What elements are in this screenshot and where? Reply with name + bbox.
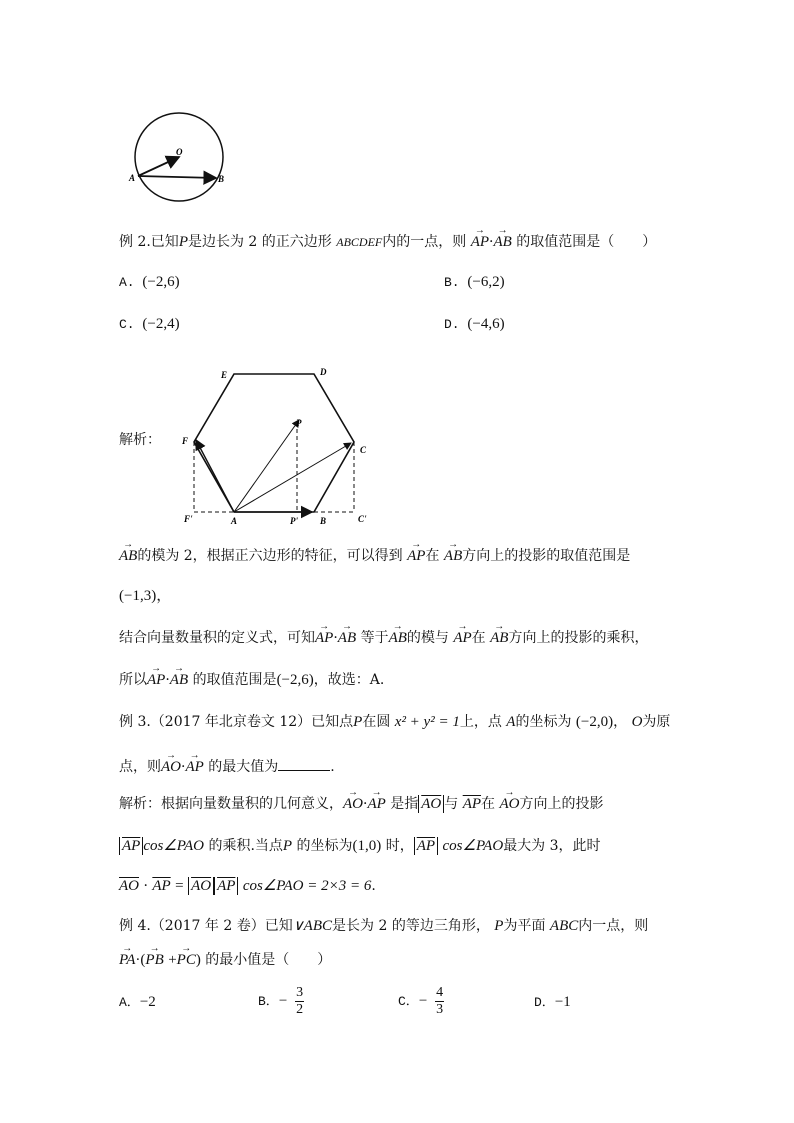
label-b: B bbox=[320, 516, 327, 526]
label-e: E bbox=[221, 370, 228, 380]
label-a: A bbox=[129, 173, 136, 183]
label-o: O bbox=[176, 147, 183, 157]
label-d: D bbox=[320, 367, 327, 377]
vector-ap bbox=[234, 420, 299, 512]
solution-2-line-2: (−1,3)， bbox=[119, 588, 172, 604]
option-c[interactable]: C. (−2,4) bbox=[119, 316, 180, 332]
option-a[interactable]: A. (−2,6) bbox=[119, 274, 180, 290]
example-2-question: 例 2.已知P是边长为 2 的正六边形 ABCDEF内的一点，则 → AP·→ AB 的取值范围是（ ） bbox=[119, 232, 656, 252]
answer-blank[interactable] bbox=[278, 756, 330, 771]
solution-3-line-3: $\overline{AO} \cdot \overline{AP} = \overline{AO}$ $\overline{AP}$ cos∠PAO = 2×3 = 6. bbox=[119, 878, 376, 894]
circle-figure bbox=[124, 108, 234, 208]
example-3-line-1: 例 3.（2017 年北京卷文 12）已知点P在圆 x² + y² = 1上，点 A的坐标为 (−2,0)， O为原 bbox=[119, 714, 671, 730]
vector-ao bbox=[138, 157, 179, 176]
label-p-prime: P' bbox=[290, 516, 298, 526]
example-3-line-2: 点，则→ AO·→ AP 的最大值为 . bbox=[119, 756, 335, 777]
example-4-line-1: 例 4.（2017 年 2 卷）已知∨ABC是长为 2 的等边三角形， P为平面 ABC内一点，则 bbox=[119, 918, 649, 934]
fraction-4-3: $\frac{4}{3}$ bbox=[436, 985, 444, 1018]
label-f: F bbox=[182, 436, 189, 446]
solution-label: 解析： bbox=[119, 432, 161, 448]
solution-3-line-2: $\overline{AP}$ cos∠PAO 的乘积.当点P 的坐标为(1,0) 时， $\overline{AP}$ cos∠PAO最大为 3，此时 bbox=[119, 836, 601, 856]
vector-af bbox=[196, 440, 234, 512]
label-b: B bbox=[218, 174, 225, 184]
option-d[interactable]: D. (−4,6) bbox=[444, 316, 505, 332]
label-f-prime: F' bbox=[184, 514, 193, 524]
example-4-option-a[interactable]: A．−2 bbox=[119, 994, 156, 1010]
solution-2-line-1: → AB的模为 2，根据正六边形的特征，可以得到 → AP在 → AB方向上的投影的取值范围是 bbox=[119, 546, 630, 566]
label-c: C bbox=[360, 445, 367, 455]
hexagon-figure bbox=[176, 362, 376, 532]
solution-2-line-3: 结合向量数量积的定义式，可知→ AP·→ AB 等于→ AB的模与 → AP在 → AB方向上的投影的乘积， bbox=[119, 628, 648, 648]
label-c-prime: C' bbox=[358, 514, 367, 524]
example-4-option-c[interactable]: C．− $\frac{4}{3}$ bbox=[398, 985, 444, 1018]
option-b[interactable]: B. (−6,2) bbox=[444, 274, 505, 290]
example-4-option-d[interactable]: D．−1 bbox=[534, 994, 571, 1010]
label-a: A bbox=[231, 516, 238, 526]
hexagon bbox=[194, 374, 354, 512]
fraction-3-2: $\frac{3}{2}$ bbox=[296, 985, 304, 1018]
example-4-line-2: → PA·(→ PB +→ PC) 的最小值是（ ） bbox=[119, 950, 331, 970]
label-p: P bbox=[296, 418, 302, 428]
example-4-option-b[interactable]: B．− $\frac{3}{2}$ bbox=[258, 985, 304, 1018]
vector-ab bbox=[138, 176, 216, 178]
solution-3-line-1: 解析：根据向量数量积的几何意义，→ AO·→ AP 是指 $\overline{AO}$ 与 $\overline{AP}$在 → AO方向上的投影 bbox=[119, 794, 603, 814]
solution-2-line-4: 所以→ AP·→ AB 的取值范围是(−2,6)，故选：A. bbox=[119, 670, 384, 690]
